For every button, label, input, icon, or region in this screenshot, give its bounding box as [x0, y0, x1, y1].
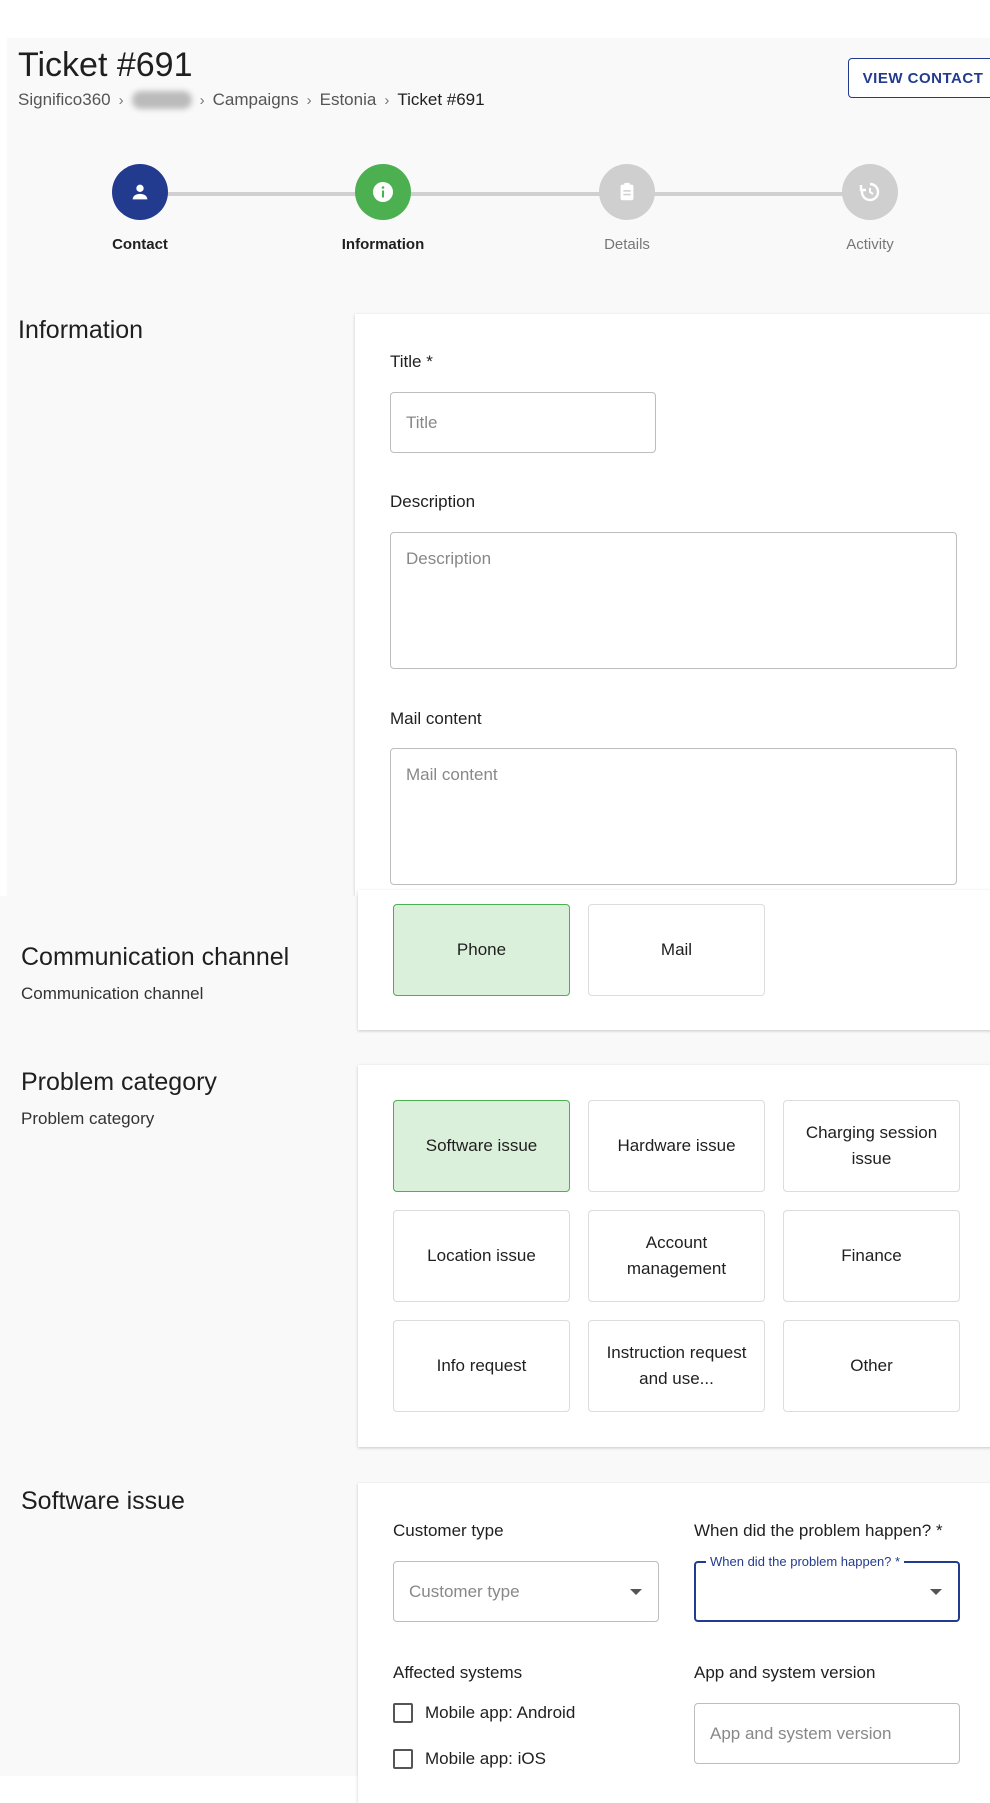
category-option-instruction-request[interactable]: Instruction request and use... [588, 1320, 765, 1412]
problem-category-card [358, 1065, 990, 1447]
version-label: App and system version [694, 1663, 876, 1682]
category-option-location-issue[interactable]: Location issue [393, 1210, 570, 1302]
breadcrumb [18, 90, 485, 110]
software-issue-heading: Software issue [21, 1487, 185, 1515]
step-details[interactable] [557, 164, 697, 253]
description-label: Description [390, 492, 476, 511]
affected-system-ios[interactable] [393, 1749, 546, 1769]
problem-category-heading: Problem category [21, 1068, 217, 1096]
communication-card [358, 890, 990, 1030]
description-textarea[interactable]: Description [390, 532, 957, 669]
when-problem-label: When did the problem happen? * [694, 1521, 943, 1540]
category-option-other[interactable]: Other [783, 1320, 960, 1412]
breadcrumb-current: Ticket #691 [397, 90, 485, 109]
when-problem-select[interactable] [694, 1554, 960, 1622]
title-input[interactable]: Title [390, 392, 656, 453]
mail-content-textarea[interactable]: Mail content [390, 748, 957, 885]
category-option-software-issue[interactable]: Software issue [393, 1100, 570, 1192]
customer-type-label: Customer type [393, 1521, 504, 1540]
problem-category-subheading: Problem category [21, 1109, 155, 1128]
history-icon [842, 164, 898, 220]
step-information[interactable] [313, 164, 453, 253]
category-option-charging-session-issue[interactable]: Charging session issue [783, 1100, 960, 1192]
title-label: Title * [390, 352, 433, 371]
breadcrumb-separator: › [384, 91, 390, 109]
breadcrumb-campaign[interactable]: Estonia [319, 90, 377, 109]
page-title: Ticket #691 [18, 46, 193, 84]
step-label: Information [341, 236, 425, 253]
category-option-finance[interactable]: Finance [783, 1210, 960, 1302]
checkbox-label: Mobile app: Android [425, 1703, 576, 1722]
checkbox[interactable] [393, 1749, 413, 1769]
breadcrumb-root[interactable]: Significo360 [18, 90, 111, 109]
software-issue-card [358, 1483, 990, 1803]
step-contact[interactable] [70, 164, 210, 253]
breadcrumb-separator: › [306, 91, 312, 109]
stepper-connector [140, 192, 870, 196]
checkbox-label: Mobile app: iOS [425, 1749, 546, 1768]
affected-system-android[interactable] [393, 1703, 575, 1723]
category-option-hardware-issue[interactable]: Hardware issue [588, 1100, 765, 1192]
breadcrumb-campaigns[interactable]: Campaigns [212, 90, 299, 109]
information-heading: Information [18, 316, 144, 344]
checkbox[interactable] [393, 1703, 413, 1723]
communication-heading: Communication channel [21, 943, 290, 971]
category-option-account-management[interactable]: Account management [588, 1210, 765, 1302]
step-label: Details [604, 236, 650, 253]
version-input[interactable]: App and system version [694, 1703, 960, 1764]
person-icon [112, 164, 168, 220]
view-contact-button[interactable]: VIEW CONTACT [848, 58, 990, 98]
chevron-down-icon [930, 1589, 942, 1595]
ticket-stepper [7, 164, 990, 274]
breadcrumb-redacted [132, 91, 192, 109]
breadcrumb-separator: › [118, 91, 124, 109]
customer-type-placeholder: Customer type [409, 1581, 520, 1601]
ticket-top-pane [7, 38, 990, 896]
step-label: Activity [846, 236, 894, 253]
channel-option-phone[interactable]: Phone [393, 904, 570, 996]
channel-option-mail[interactable]: Mail [588, 904, 765, 996]
step-activity[interactable] [800, 164, 940, 253]
mail-content-label: Mail content [390, 709, 482, 728]
category-option-info-request[interactable]: Info request [393, 1320, 570, 1412]
breadcrumb-separator: › [199, 91, 205, 109]
info-icon [355, 164, 411, 220]
customer-type-select[interactable] [393, 1561, 659, 1622]
when-problem-float-label: When did the problem happen? * [706, 1554, 904, 1569]
communication-subheading: Communication channel [21, 984, 204, 1003]
chevron-down-icon [630, 1589, 642, 1595]
step-label: Contact [112, 236, 168, 253]
clipboard-icon [599, 164, 655, 220]
information-card [355, 314, 990, 896]
affected-systems-label: Affected systems [393, 1663, 523, 1682]
